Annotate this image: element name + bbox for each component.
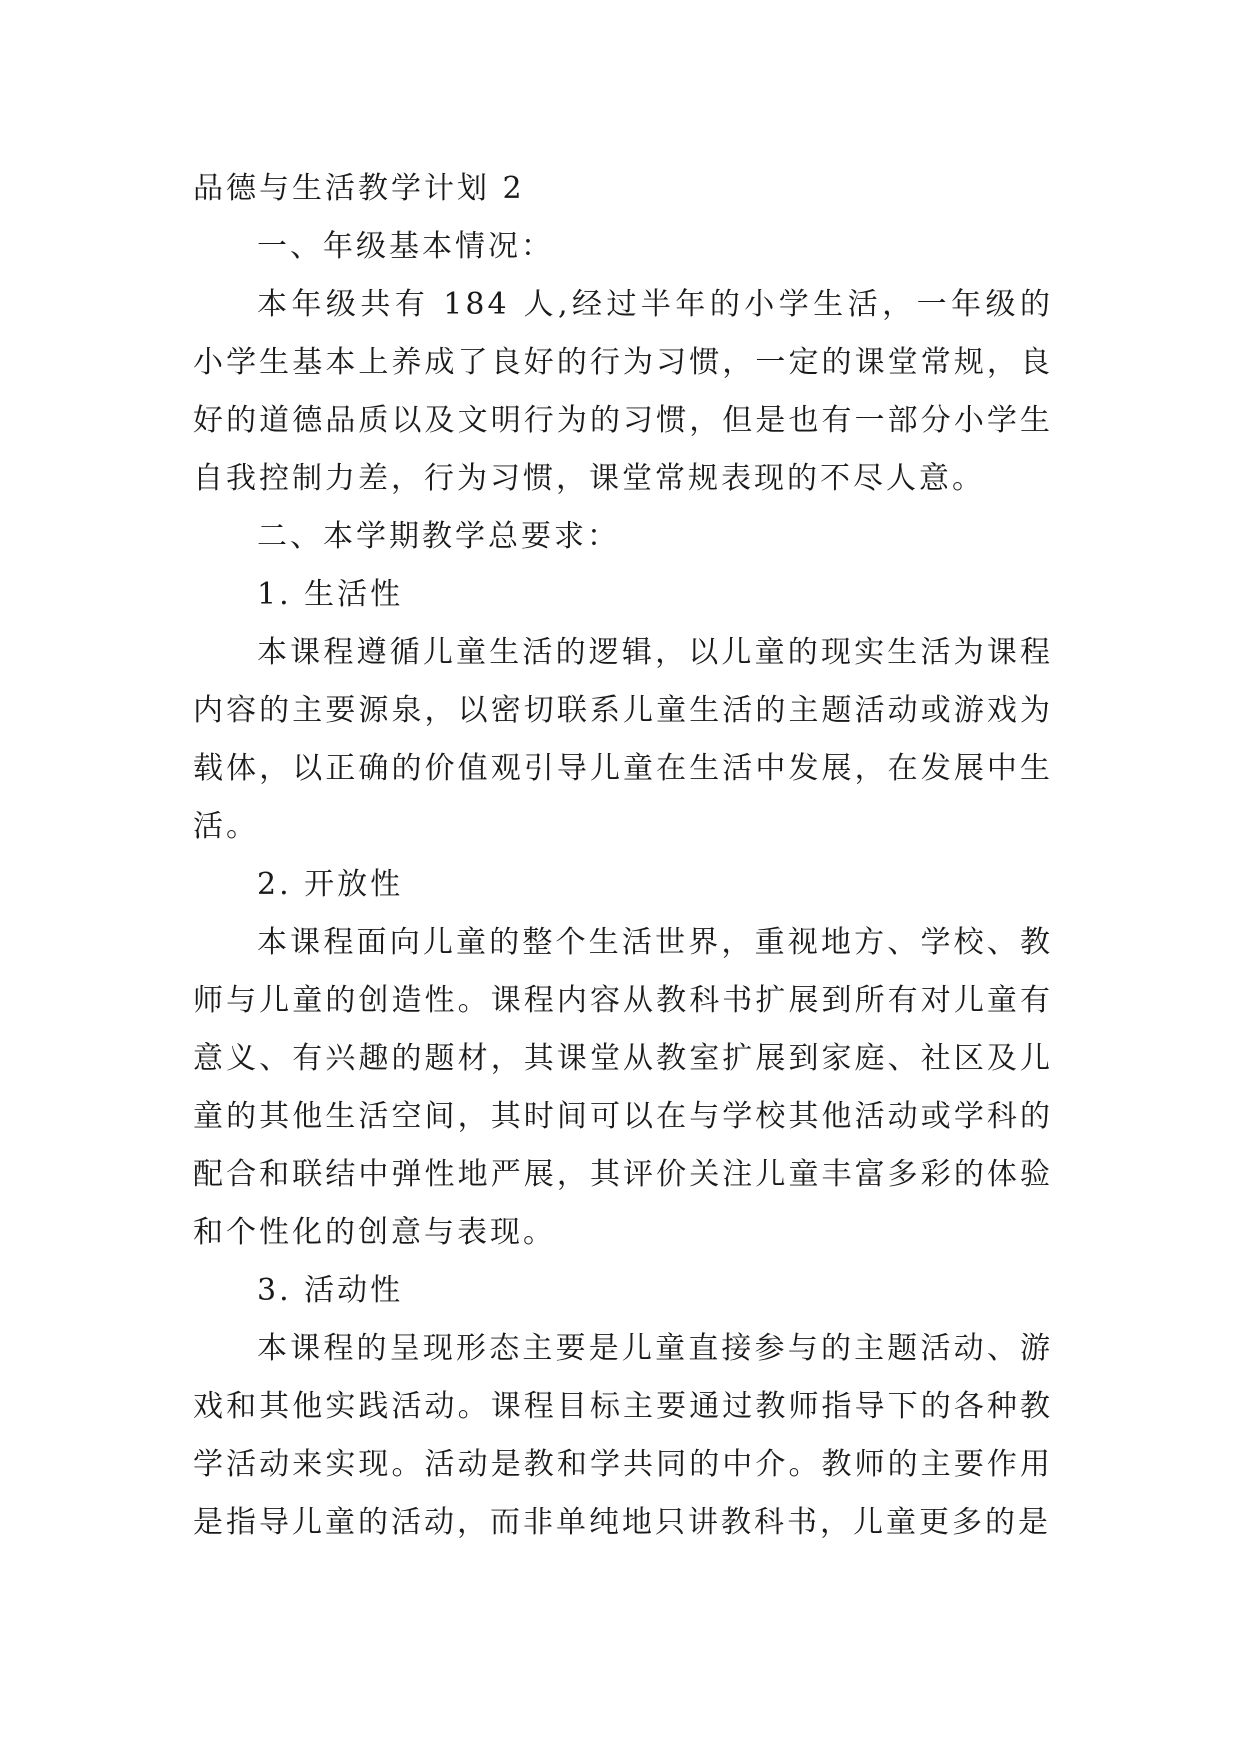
section-heading-grade-overview: 一、年级基本情况： (257, 229, 554, 264)
paragraph-life-oriented: 本课程遵循儿童生活的逻辑，以儿童的现实生活为课程内容的主要源泉，以密切联系儿童生活的主题活动或游戏为载体，以正确的价值观引导儿童在生活中发展，在发展中生活。 (193, 635, 1053, 844)
paragraph-activity: 本课程的呈现形态主要是儿童直接参与的主题活动、游戏和其他实践活动。课程目标主要通过教师指导下的各种教学活动来实现。活动是教和学共同的中介。教师的主要作用是指导儿童的活动，而非单纯地只讲教科书，儿童更多的是 (193, 1331, 1053, 1540)
paragraph-grade-overview: 本年级共有 184 人,经过半年的小学生活，一年级的小学生基本上养成了良好的行为习惯，一定的课堂常规，良好的道德品质以及文明行为的习惯，但是也有一部分小学生自我控制力差，行为习惯，课堂常规表现的不尽人意。 (193, 287, 1053, 496)
document-page (193, 160, 1053, 1552)
section-heading-requirements: 二、本学期教学总要求： (257, 519, 620, 554)
paragraph-openness: 本课程面向儿童的整个生活世界，重视地方、学校、教师与儿童的创造性。课程内容从教科书扩展到所有对儿童有意义、有兴趣的题材，其课堂从教室扩展到家庭、社区及儿童的其他生活空间，其时间可以在与学校其他活动或学科的配合和联结中弹性地严展，其评价关注儿童丰富多彩的体验和个性化的创意与表现。 (193, 925, 1053, 1250)
subheading-activity: 3. 活动性 (257, 1273, 404, 1308)
subheading-openness: 2. 开放性 (257, 867, 404, 902)
subheading-life-oriented: 1. 生活性 (257, 577, 404, 612)
document-title: 品德与生活教学计划 2 (193, 171, 525, 206)
